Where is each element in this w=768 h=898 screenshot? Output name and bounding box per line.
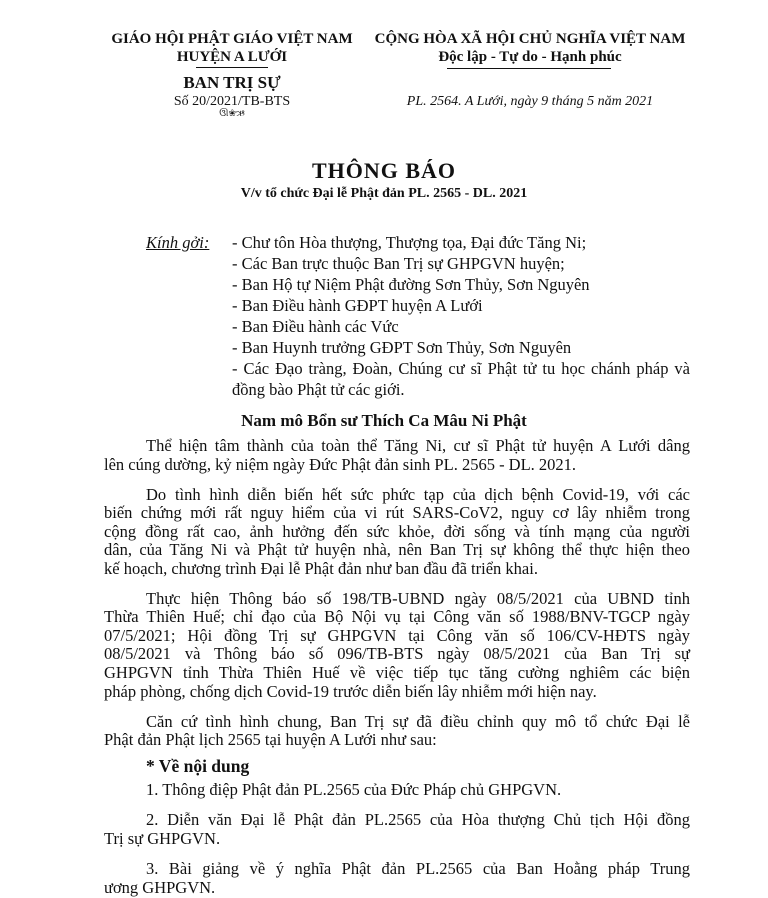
- department-name: BAN TRỊ SỰ: [183, 73, 281, 92]
- list-item: 2. Diễn văn Đại lễ Phật đản PL.2565 của Hòa thượng Chủ tịch Hội đồng: [146, 810, 690, 830]
- paragraph-line: kế hoạch, chương trình Đại lễ Phật đản như ban đầu đã triển khai.: [104, 558, 538, 578]
- paragraph-line: dân, của Tăng Ni và Phật tử huyện nhà, nên Ban Trị sự không thể thực hiện theo: [104, 540, 690, 560]
- paragraph-line: Thực hiện Thông báo số 198/TB-UBND ngày 08/5/2021 của UBND tỉnh: [146, 588, 690, 608]
- recipient-item: - Ban Huynh trưởng GĐPT Sơn Thủy, Sơn Nguyên: [232, 338, 572, 357]
- list-item: 3. Bài giảng về ý nghĩa Phật đản PL.2565 của Ban Hoằng pháp Trung: [146, 858, 690, 878]
- recipient-item: - Chư tôn Hòa thượng, Thượng tọa, Đại đức Tăng Ni;: [232, 233, 587, 252]
- paragraph-line: biến chứng mới rất nguy hiểm của vi rút SARS-CoV2, nguy cơ lây nhiễm trong: [104, 503, 690, 523]
- document-title: THÔNG BÁO: [311, 158, 457, 183]
- paragraph-line: 07/5/2021; Hội đồng Trị sự GHPGVN tại Công văn số 106/CV-HĐTS ngày: [104, 625, 690, 645]
- recipient-item: - Các Ban trực thuộc Ban Trị sự GHPGVN huyện;: [232, 254, 565, 273]
- list-item: 1. Thông điệp Phật đản PL.2565 của Đức Pháp chủ GHPGVN.: [146, 780, 562, 800]
- paragraph-line: Do tình hình diễn biến hết sức phức tạp của dịch bệnh Covid-19, với các: [146, 484, 690, 504]
- paragraph-line: GHPGVN tỉnh Thừa Thiên Huế về việc tiếp tục tăng cường nghiêm các biện: [104, 662, 690, 682]
- section-heading: * Về nội dung: [146, 755, 250, 776]
- header-divider: [196, 67, 268, 68]
- recipient-item: - Ban Điều hành các Vức: [232, 317, 399, 336]
- paragraph-line: lên cúng dường, kỷ niệm ngày Đức Phật đản sinh PL. 2565 - DL. 2021.: [104, 454, 577, 474]
- paragraph-line: 08/5/2021 và Thông báo số 096/TB-BTS ngày 08/5/2021 của Ban Trị sự: [104, 644, 690, 664]
- paragraph-line: Căn cứ tình hình chung, Ban Trị sự đã điều chỉnh quy mô tổ chức Đại lễ: [146, 711, 690, 731]
- recipient-item: đồng bào Phật tử các giới.: [232, 380, 405, 399]
- ornament-icon: ઊ❀ઋ: [219, 108, 245, 118]
- recipient-item: - Ban Hộ tự Niệm Phật đường Sơn Thủy, Sơn Nguyên: [232, 275, 590, 294]
- motto-underline: [447, 68, 611, 69]
- org-name: GIÁO HỘI PHẬT GIÁO VIỆT NAM: [111, 31, 353, 47]
- list-item: Trị sự GHPGVN.: [104, 828, 221, 848]
- paragraph-line: Thừa Thiên Huế; chỉ đạo của Bộ Nội vụ tại Công văn số 1988/BNV-TGCP ngày: [104, 607, 690, 627]
- place-date: PL. 2564. A Lưới, ngày 9 tháng 5 năm 2021: [406, 94, 654, 109]
- invocation: Nam mô Bổn sư Thích Ca Mâu Ni Phật: [241, 411, 527, 430]
- list-item: ương GHPGVN.: [104, 877, 216, 897]
- nation-motto: Độc lập - Tự do - Hạnh phúc: [438, 49, 622, 65]
- document-subject: V/v tổ chức Đại lễ Phật đản PL. 2565 - DL. 2021: [240, 186, 528, 201]
- nation-title: CỘNG HÒA XÃ HỘI CHỦ NGHĨA VIỆT NAM: [374, 31, 686, 47]
- paragraph-line: cộng đồng rất cao, ảnh hưởng đến sức khỏe, đời sống và tính mạng của người: [104, 521, 690, 541]
- paragraph-line: Thể hiện tâm thành của toàn thể Tăng Ni, cư sĩ Phật tử huyện A Lưới dâng: [146, 436, 690, 455]
- recipients-label: Kính gởi:: [146, 233, 210, 252]
- paragraph-line: Phật đản Phật lịch 2565 tại huyện A Lưới như sau:: [104, 730, 437, 749]
- document-number: Số 20/2021/TB-BTS: [173, 94, 291, 109]
- paragraph-line: pháp phòng, chống dịch Covid-19 trước diễn biến lây nhiễm mới hiện nay.: [104, 681, 597, 701]
- recipient-item: - Ban Điều hành GĐPT huyện A Lưới: [232, 296, 483, 315]
- org-district: HUYỆN A LƯỚI: [176, 49, 288, 65]
- recipient-item: - Các Đạo tràng, Đoàn, Chúng cư sĩ Phật tử tu học chánh pháp và: [232, 359, 690, 378]
